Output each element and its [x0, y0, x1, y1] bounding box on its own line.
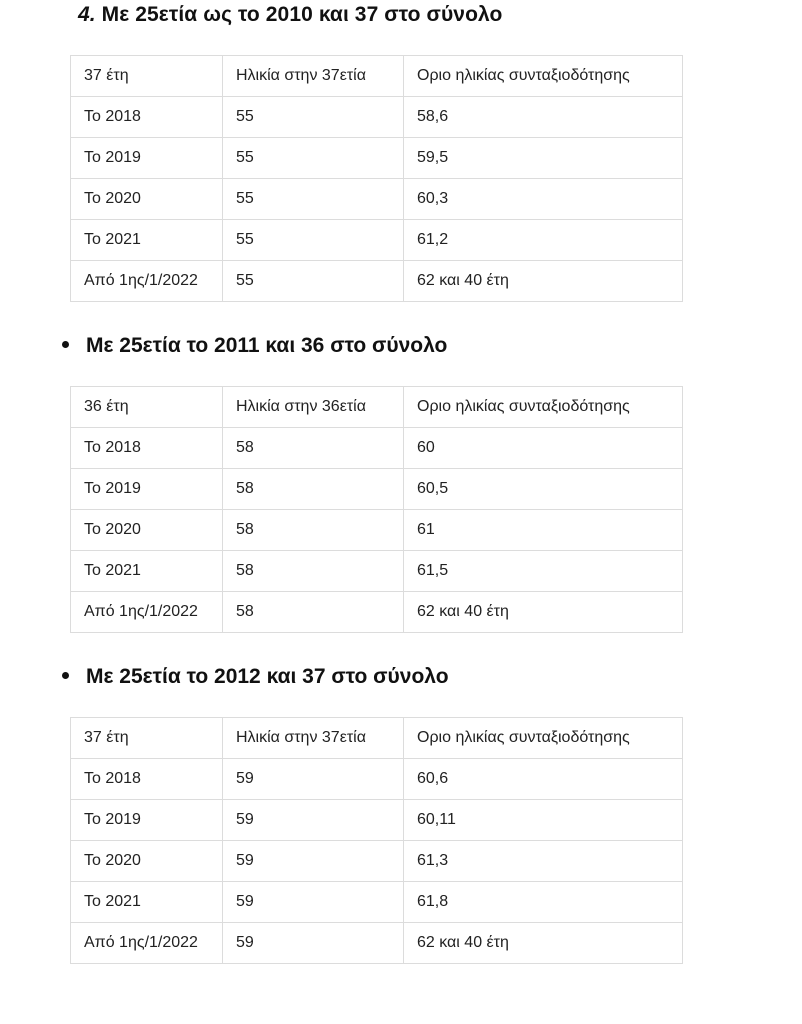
table-header-row [71, 718, 683, 759]
table-cell: 55 [223, 97, 404, 138]
table-cell: 58 [223, 551, 404, 592]
table-row [71, 592, 683, 633]
section-2-title: Με 25ετία το 2011 και 36 στο σύνολο [86, 334, 448, 357]
table-row [71, 179, 683, 220]
table-cell: 58 [223, 510, 404, 551]
table-cell: Το 2021 [71, 882, 223, 923]
table-header-cell: Οριο ηλικίας συνταξιοδότησης [404, 387, 683, 428]
table-cell: 58,6 [404, 97, 683, 138]
section-1-title: Με 25ετία ως το 2010 και 37 στο σύνολο [95, 3, 503, 26]
table-cell: Το 2020 [71, 179, 223, 220]
table-cell: Το 2018 [71, 428, 223, 469]
table-cell: 58 [223, 592, 404, 633]
table-cell: 60,5 [404, 469, 683, 510]
section-3-title: Με 25ετία το 2012 και 37 στο σύνολο [86, 665, 449, 688]
table-cell: Από 1ης/1/2022 [71, 261, 223, 302]
bullet-icon [62, 672, 69, 679]
table-cell: 59 [223, 800, 404, 841]
table-row [71, 138, 683, 179]
section-3-heading [62, 665, 449, 689]
table-cell: 61,8 [404, 882, 683, 923]
table-cell: 59 [223, 923, 404, 964]
table-cell: Το 2019 [71, 138, 223, 179]
table-cell: Το 2020 [71, 841, 223, 882]
table-cell: Το 2019 [71, 800, 223, 841]
table-cell: 62 και 40 έτη [404, 261, 683, 302]
table-cell: Το 2021 [71, 551, 223, 592]
table-row [71, 841, 683, 882]
table-header-row [71, 387, 683, 428]
table-cell: Από 1ης/1/2022 [71, 923, 223, 964]
table-cell: 60,6 [404, 759, 683, 800]
table-header-row [71, 56, 683, 97]
section-1-table [70, 55, 683, 302]
table-cell: 62 και 40 έτη [404, 923, 683, 964]
table-row [71, 759, 683, 800]
table-cell: 60,11 [404, 800, 683, 841]
table-row [71, 428, 683, 469]
table-row [71, 551, 683, 592]
table-cell: 59 [223, 759, 404, 800]
table-cell: 60 [404, 428, 683, 469]
table-cell: 59,5 [404, 138, 683, 179]
table-header-cell: Ηλικία στην 37ετία [223, 56, 404, 97]
table-row [71, 510, 683, 551]
table-cell: 55 [223, 138, 404, 179]
table-cell: 58 [223, 469, 404, 510]
table-row [71, 923, 683, 964]
table-cell: Το 2019 [71, 469, 223, 510]
section-1-heading [78, 3, 502, 27]
table-cell: 61,3 [404, 841, 683, 882]
table-cell: 59 [223, 882, 404, 923]
table-row [71, 97, 683, 138]
section-3-table [70, 717, 683, 964]
table-cell: Το 2018 [71, 97, 223, 138]
bullet-icon [62, 341, 69, 348]
section-2-table [70, 386, 683, 633]
table-cell: 58 [223, 428, 404, 469]
table-header-cell: Οριο ηλικίας συνταξιοδότησης [404, 718, 683, 759]
table-row [71, 220, 683, 261]
table-row [71, 469, 683, 510]
table-row [71, 882, 683, 923]
table-header-cell: Ηλικία στην 37ετία [223, 718, 404, 759]
table-cell: Το 2021 [71, 220, 223, 261]
table-header-cell: Οριο ηλικίας συνταξιοδότησης [404, 56, 683, 97]
section-2-heading [62, 334, 447, 358]
table-cell: 60,3 [404, 179, 683, 220]
table-cell: 55 [223, 261, 404, 302]
table-cell: 62 και 40 έτη [404, 592, 683, 633]
table-header-cell: 36 έτη [71, 387, 223, 428]
table-header-cell: 37 έτη [71, 56, 223, 97]
table-cell: 61 [404, 510, 683, 551]
table-cell: Το 2018 [71, 759, 223, 800]
table-header-cell: Ηλικία στην 36ετία [223, 387, 404, 428]
table-cell: 59 [223, 841, 404, 882]
table-row [71, 261, 683, 302]
table-cell: Το 2020 [71, 510, 223, 551]
table-cell: 61,2 [404, 220, 683, 261]
table-row [71, 800, 683, 841]
table-cell: 55 [223, 220, 404, 261]
table-cell: 55 [223, 179, 404, 220]
table-header-cell: 37 έτη [71, 718, 223, 759]
table-cell: Από 1ης/1/2022 [71, 592, 223, 633]
table-cell: 61,5 [404, 551, 683, 592]
section-1-number: 4. [78, 3, 96, 26]
